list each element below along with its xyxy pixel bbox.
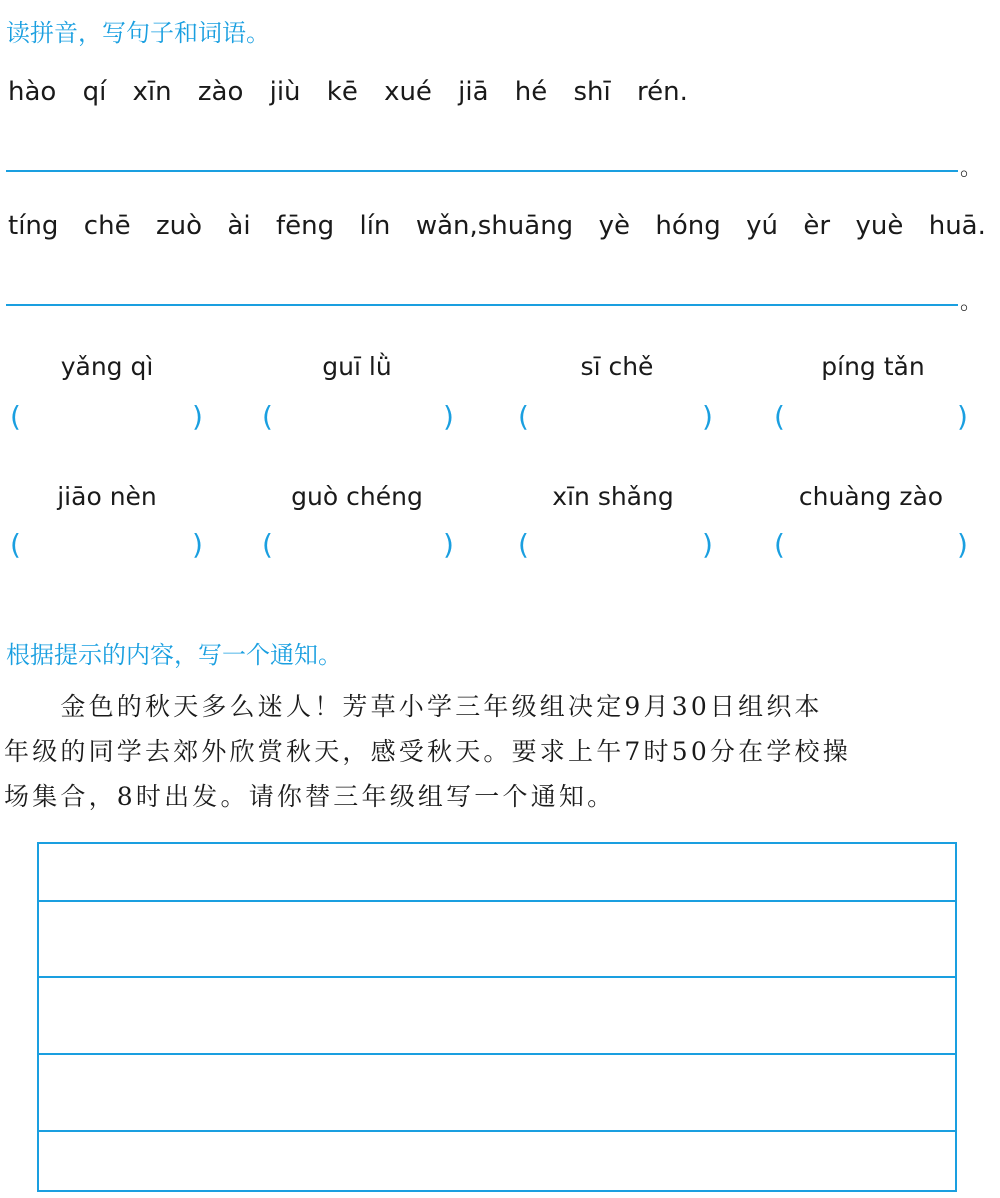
answer-bracket-open-8: ( (774, 528, 785, 561)
answer-bracket-close-6: ) (443, 528, 454, 561)
word-pinyin-3: sī chě (580, 352, 654, 381)
word-pinyin-1: yǎng qì (60, 352, 154, 381)
word-pinyin-5: jiāo nèn (57, 482, 157, 511)
prompt-paragraph-line-2: 年级的同学去郊外欣赏秋天，感受秋天。要求上午7时50分在学校操 (4, 737, 851, 766)
answer-bracket-open-2: ( (262, 400, 273, 433)
pinyin-sentence-1-syllable: rén. (637, 77, 688, 107)
answer-bracket-open-6: ( (262, 528, 273, 561)
answer-bracket-open-7: ( (518, 528, 529, 561)
word-pinyin-6: guò chéng (291, 482, 423, 511)
pinyin-sentence-1-syllable: shī (573, 77, 611, 107)
pinyin-sentence-1-syllable: hé (514, 77, 548, 107)
answer-line-sentence-2[interactable] (6, 304, 958, 306)
pinyin-sentence-1-syllable: zào (197, 77, 244, 107)
end-mark-1: 。 (960, 156, 983, 181)
writing-row-divider (39, 1130, 955, 1132)
answer-line-sentence-1[interactable] (6, 170, 958, 172)
answer-bracket-close-5: ) (192, 528, 203, 561)
pinyin-sentence-2 (8, 210, 986, 242)
pinyin-sentence-1-syllable: jiā (458, 77, 489, 107)
answer-bracket-open-3: ( (518, 400, 529, 433)
pinyin-sentence-1-syllable: jiù (269, 77, 301, 107)
prompt-paragraph-line-3: 场集合，8时出发。请你替三年级组写一个通知。 (4, 782, 616, 811)
writing-row-divider (39, 900, 955, 902)
pinyin-sentence-1-syllable: xīn (132, 77, 172, 107)
section-heading-pinyin: 读拼音，写句子和词语。 (6, 19, 270, 47)
word-pinyin-2: guī lǜ (322, 352, 392, 381)
pinyin-sentence-2-syllable: èr (803, 211, 831, 241)
pinyin-sentence-1-syllable: kē (326, 77, 358, 107)
answer-bracket-open-4: ( (774, 400, 785, 433)
answer-bracket-close-3: ) (702, 400, 713, 433)
end-mark-2: 。 (960, 290, 983, 315)
writing-row-divider (39, 1053, 955, 1055)
prompt-paragraph-line-1: 金色的秋天多么迷人！芳草小学三年级组决定9月30日组织本 (4, 692, 823, 721)
pinyin-sentence-2-syllable: fēng (275, 211, 335, 241)
word-pinyin-4: píng tǎn (821, 352, 925, 381)
pinyin-sentence-1-syllable: hào (8, 77, 57, 107)
answer-bracket-close-1: ) (192, 400, 203, 433)
pinyin-sentence-2-syllable: chē (83, 211, 131, 241)
pinyin-sentence-1-syllable: xué (384, 77, 432, 107)
word-pinyin-7: xīn shǎng (552, 482, 674, 511)
word-pinyin-8: chuàng zào (798, 482, 944, 511)
answer-bracket-close-2: ) (443, 400, 454, 433)
pinyin-sentence-2-syllable: zuò (155, 211, 203, 241)
answer-bracket-close-7: ) (702, 528, 713, 561)
pinyin-sentence-2-syllable: wǎn,shuāng (415, 211, 574, 241)
section-heading-notice: 根据提示的内容，写一个通知。 (6, 641, 342, 669)
pinyin-sentence-2-syllable: yè (598, 211, 630, 241)
writing-row-divider (39, 976, 955, 978)
pinyin-sentence-1-syllable: qí (82, 77, 107, 107)
pinyin-sentence-2-syllable: ài (227, 211, 251, 241)
answer-bracket-open-5: ( (10, 528, 21, 561)
pinyin-sentence-2-syllable: huā. (928, 211, 986, 241)
answer-bracket-close-4: ) (957, 400, 968, 433)
pinyin-sentence-2-syllable: hóng (655, 211, 721, 241)
pinyin-sentence-2-syllable: yú (746, 211, 778, 241)
answer-bracket-open-1: ( (10, 400, 21, 433)
pinyin-sentence-2-syllable: yuè (855, 211, 904, 241)
pinyin-sentence-2-syllable: tíng (8, 211, 59, 241)
pinyin-sentence-1 (8, 76, 688, 108)
writing-box[interactable] (37, 842, 957, 1192)
answer-bracket-close-8: ) (957, 528, 968, 561)
pinyin-sentence-2-syllable: lín (359, 211, 391, 241)
